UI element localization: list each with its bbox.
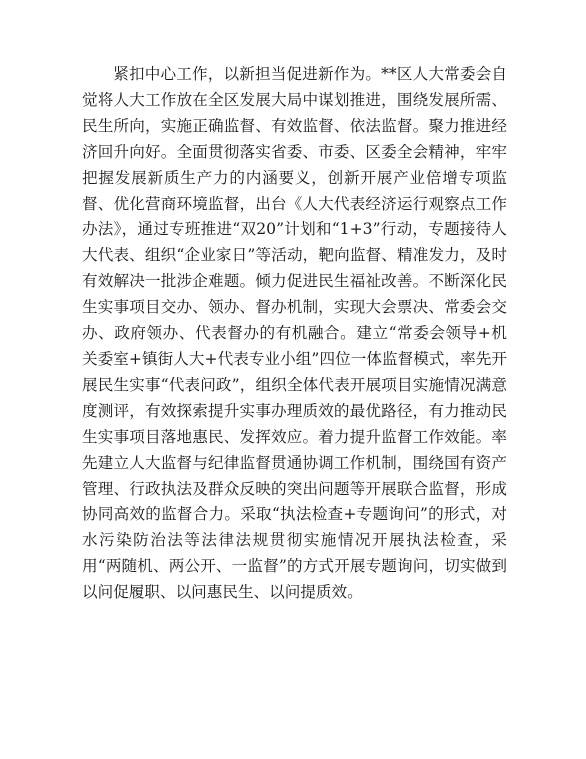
body-paragraph: 紧扣中心工作，以新担当促进新作为。**区人大常委会自觉将人大工作放在全区发展大局中谋划推进，围绕发展所需、民生所向，实施正确监督、有效监督、依法监督。聚力推进经济回升向好。全面贯彻落实省委、市委、区委全会精神，牢牢把握发展新质生产力的内涵要义，创新开展产业倍增专项监督、优化营商环境监督，出台《人大代表经济运行观察点工作办法》，通过专班推进“双20”计划和“1+3”行动，专题接待人大代表、组织“企业家日”等活动，靶向监督、精准发力，及时有效解决一批涉企难题。倾力促进民生福祉改善。不断深化民生实事项目交办、领办、督办机制，实现大会票决、常委会交办、政府领办、代表督办的有机融合。建立“常委会领导+机关委室+镇街人大+代表专业小组”四位一体监督模式，率先开展民生实事“代表问政”，组织全体代表开展项目实施情况满意度测评，有效探索提升实事办理质效的最优路径，有力推动民生实事项目落地惠民、发挥效应。着力提升监督工作效能。率先建立人大监督与纪律监督贯通协调工作机制，围绕国有资产管理、行政执法及群众反映的突出问题等开展联合监督，形成协同高效的监督合力。采取“执法检查+专题询问”的形式，对水污染防治法等法律法规贯彻实施情况开展执法检查，采用“两随机、两公开、一监督”的方式开展专题询问，切实做到以问促履职、以问惠民生、以问提质效。: [82, 65, 507, 602]
